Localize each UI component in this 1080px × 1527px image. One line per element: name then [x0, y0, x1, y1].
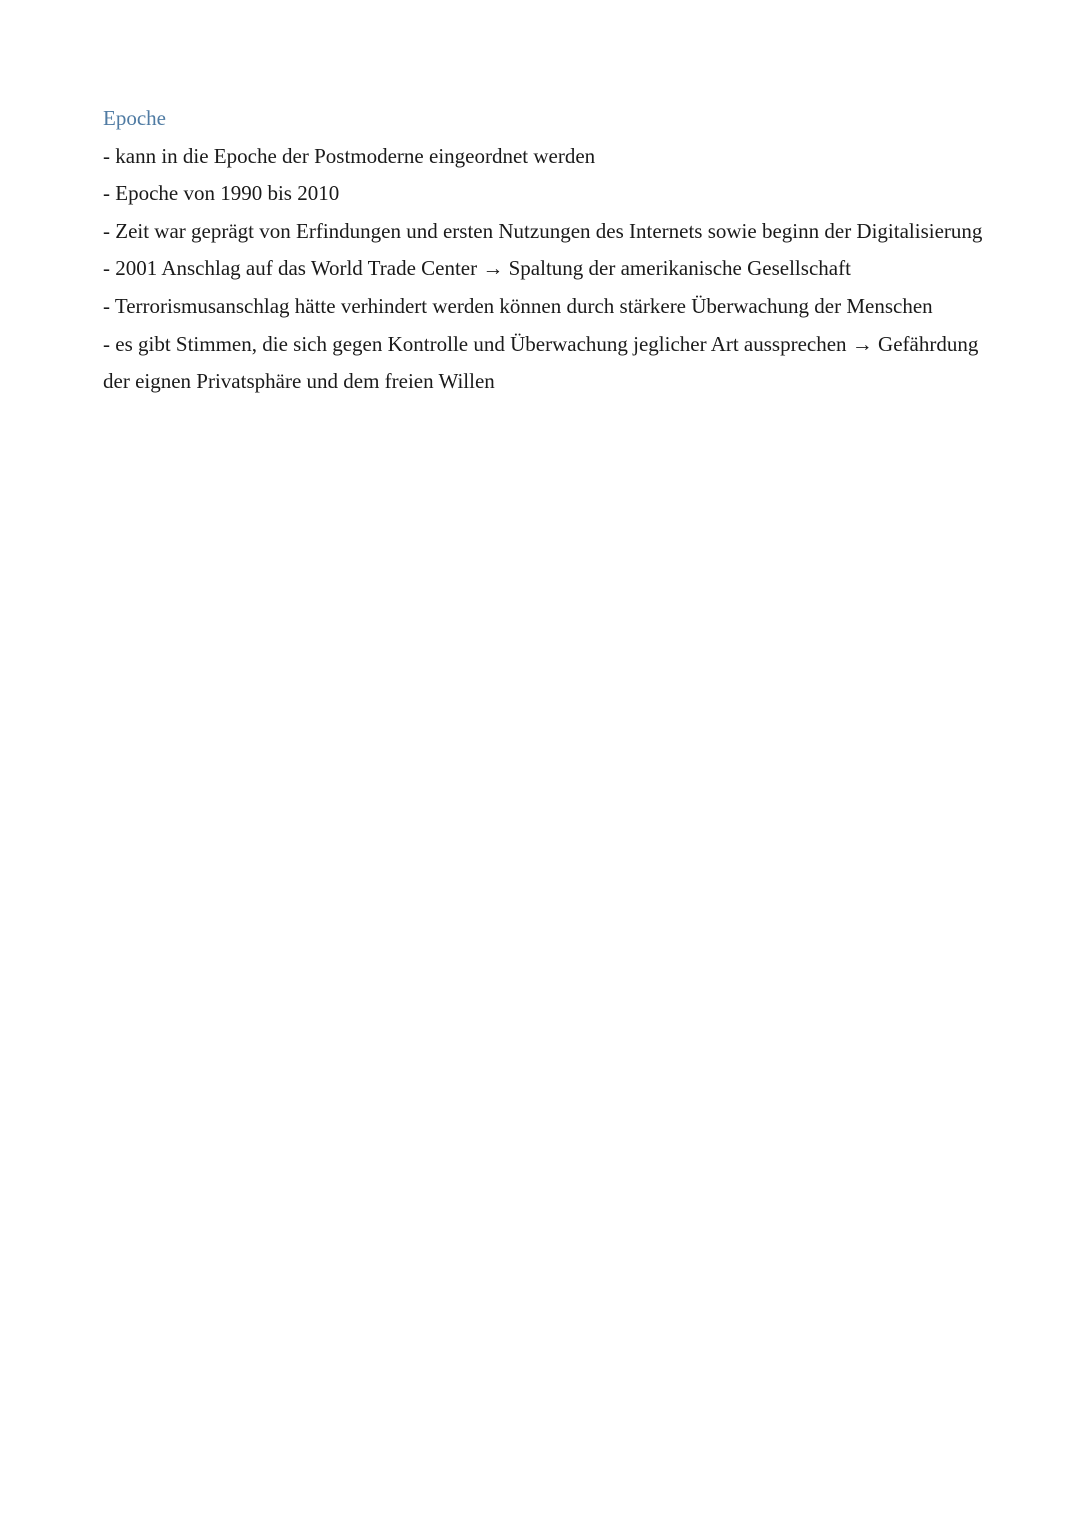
- bullet-line-privacy: - es gibt Stimmen, die sich gegen Kontrolle und Überwachung jeglicher Art aussprechen → Gefährdung der eignen Privatsphäre und dem freien Willen: [103, 331, 979, 394]
- bullet-line-epoch-years: - Epoche von 1990 bis 2010: [103, 181, 340, 206]
- bullet-line-world-trade-center: - 2001 Anschlag auf das World Trade Center → Spaltung der amerikanische Gesellschaft: [103, 256, 851, 281]
- bullet-line-postmoderne: - kann in die Epoche der Postmoderne eingeordnet werden: [103, 143, 596, 168]
- bullet-line-internet: - Zeit war geprägt von Erfindungen und ersten Nutzungen des Internets sowie beginn der Digitalisierung: [103, 218, 983, 243]
- document-body: [103, 100, 1003, 401]
- section-heading: Epoche: [103, 106, 166, 130]
- bullet-line-surveillance: - Terrorismusanschlag hätte verhindert werden können durch stärkere Überwachung der Menschen: [103, 293, 933, 318]
